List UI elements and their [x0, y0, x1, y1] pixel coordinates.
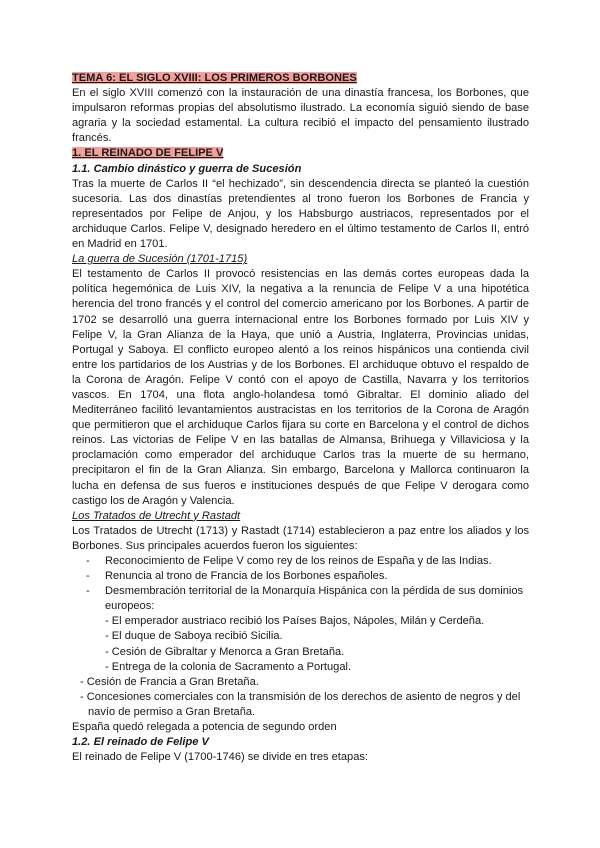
subsection-heading-1-2: 1.2. El reinado de Felipe V [72, 736, 209, 749]
intro-paragraph: En el siglo XVIII comenzó con la instauración de una dinastía francesa, los Borbones, que impulsaron reformas propias del absolutismo ilustrado. La economía siguió siendo de base agraria y la sociedad estamental. La cultura recibió el impacto del pensamiento ilustrado francés. [72, 87, 529, 145]
heading-guerra-sucesion: La guerra de Sucesión (1701-1715) [72, 253, 248, 266]
list-item: - Entrega de la colonia de Sacramento a Portugal. [105, 660, 352, 673]
chapter-title: TEMA 6: EL SIGLO XVIII: LOS PRIMEROS BORBONES [72, 72, 357, 84]
paragraph-etapas: El reinado de Felipe V (1700-1746) se divide en tres etapas: [72, 751, 369, 764]
paragraph-tratados: Los Tratados de Utrecht (1713) y Rastadt (1714) establecieron a paz entre los aliados y los Borbones. Sus principales acuerdos fueron los siguientes: [72, 524, 529, 552]
paragraph-conclusion: España quedó relegada a potencia de segundo orden [72, 721, 337, 734]
paragraph-sucesion: Tras la muerte de Carlos II “el hechizado”, sin descendencia directa se planteó la cuestión sucesoria. Las dos dinastías pretendientes al trono fueron los Borbones de Francia y representados por Felipe de Anjou, y los Habsburgo austriacos, representados por el archiduque Carlos. Felipe V, designado heredero en el último testamento de Carlos II, entró en Madrid en 1701. [72, 177, 529, 251]
paragraph-guerra: El testamento de Carlos II provocó resistencias en las demás cortes europeas dada la política hegemónica de Luis XIV, la negativa a la renuncia de Felipe V a una hipotética herencia del trono francés y el control del comercio americano por los Borbones. A partir de 1702 se desarrolló una guerra internacional entre los Borbones formado por Luis XIV y Felipe V, la Gran Alianza de la Haya, que unió a Austria, Inglaterra, Provincias unidas, Portugal y Saboya. El conflicto europeo alentó a los reinos hispánicos una contienda civil entre los partidarios de los Austrias y de los Borbones. El archiduque obtuvo el respaldo de la Corona de Aragón. Felipe V contó con el apoyo de Castilla, Navarra y los territorios vascos. En 1704, una flota anglo-holandesa tomó Gibraltar. El dominio aliado del Mediterráneo facilitó levantamientos austracistas en los territorios de la Corona de Aragón que permitieron que el archiduque Carlos fijara su corte en Barcelona y el control de dichos reinos. Las victorias de Felipe V en las batallas de Almansa, Brihuega y Villaviciosa y la proclamación como emperador del archiduque Carlos tras la muerte de su hermano, precipitaron el fin de la Gran Alianza. Sin embargo, Barcelona y Mallorca continuaron la lucha en defensa de sus fueros e instituciones después de que Felipe V derogara como castigo los de Aragón y Valencia. [72, 268, 529, 507]
list-item: - Reconocimiento de Felipe V como rey de los reinos de España y de las Indias. [72, 554, 529, 569]
heading-tratados: Los Tratados de Utrecht y Rastadt [72, 509, 241, 522]
list-item: - El emperador austriaco recibió los Países Bajos, Nápoles, Milán y Cerdeña. [105, 615, 485, 628]
acuerdos-list [72, 554, 529, 614]
subsection-heading-1-1: 1.1. Cambio dinástico y guerra de Sucesión [72, 162, 302, 175]
list-item: - El duque de Saboya recibió Sicilia. [105, 630, 283, 643]
list-item: - Desmembración territorial de la Monarquía Hispánica con la pérdida de sus dominios europeos: [72, 584, 529, 614]
section-heading: 1. EL REINADO DE FELIPE V [72, 147, 224, 160]
list-item: - Renuncia al trono de Francia de los Borbones españoles. [72, 569, 529, 584]
list-item: - Cesión de Gibraltar y Menorca a Gran Bretaña. [105, 645, 345, 658]
document-body [72, 71, 529, 765]
concesiones-list [72, 675, 529, 720]
list-item: - Cesión de Francia a Gran Bretaña. [80, 675, 259, 688]
territorios-sublist [72, 614, 529, 674]
list-item: - Concesiones comerciales con la transmisión de los derechos de asiento de negros y del navío de permiso a Gran Bretaña. [80, 690, 521, 718]
